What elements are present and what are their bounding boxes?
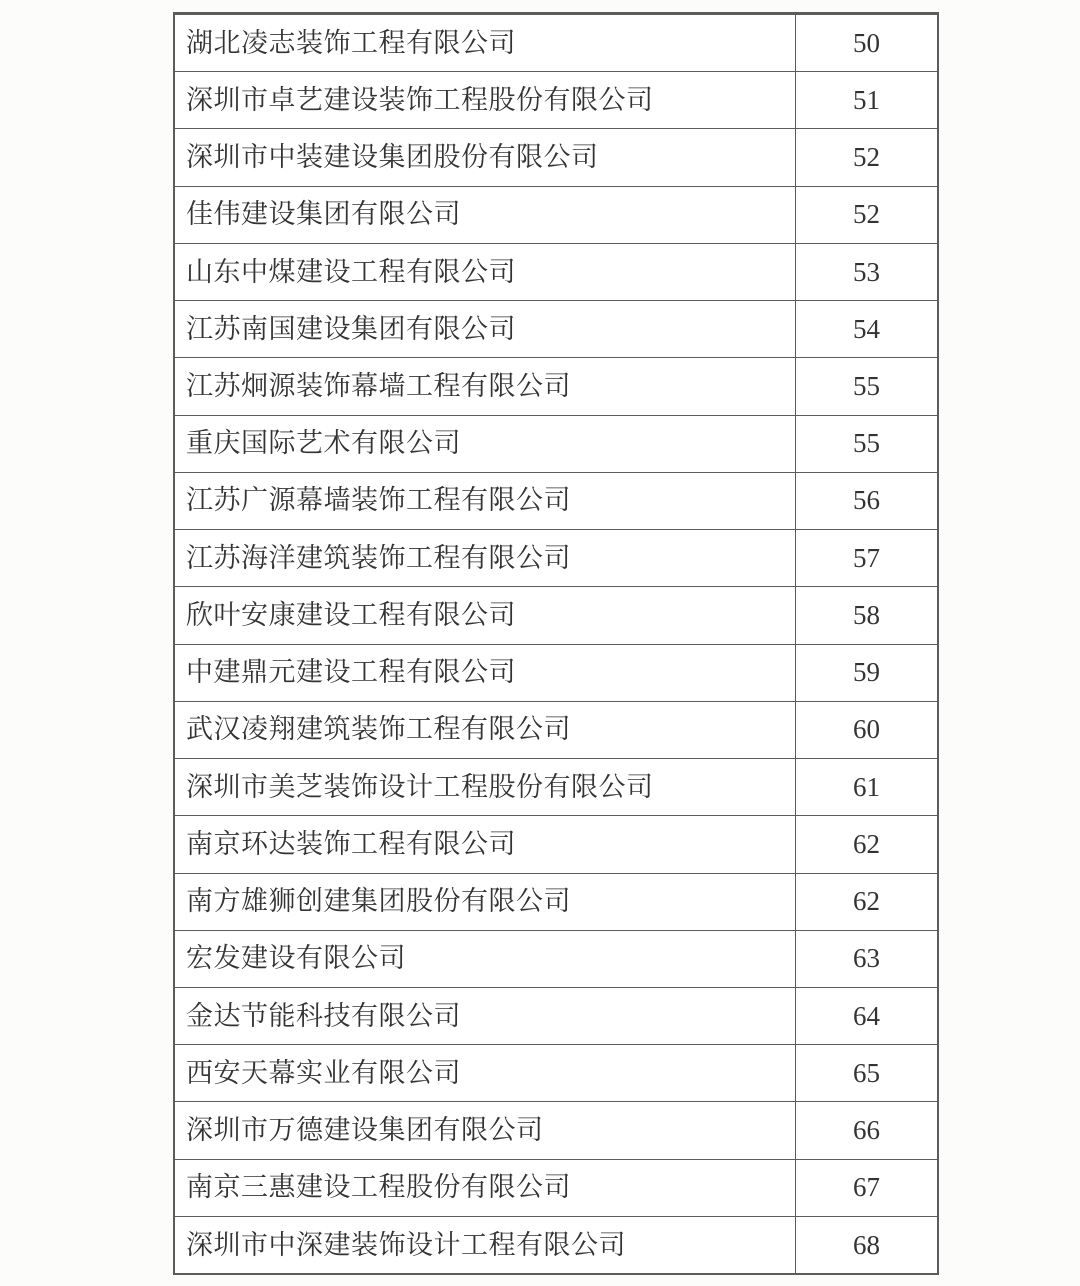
rank-number-cell: 63 <box>795 931 937 987</box>
company-name-cell: 深圳市美芝装饰设计工程股份有限公司 <box>186 771 654 802</box>
company-name-cell: 南京三惠建设工程股份有限公司 <box>186 1172 571 1203</box>
table-row <box>175 472 937 529</box>
rank-number-cell: 67 <box>795 1160 937 1216</box>
table-row <box>175 415 937 472</box>
rank-number-cell: 62 <box>795 874 937 930</box>
table-row <box>175 300 937 357</box>
company-name-cell: 欣叶安康建设工程有限公司 <box>186 599 516 630</box>
rank-number-cell: 55 <box>795 416 937 472</box>
company-name-cell: 西安天幕实业有限公司 <box>186 1057 461 1088</box>
company-name-cell: 宏发建设有限公司 <box>186 943 406 974</box>
company-name-cell: 金达节能科技有限公司 <box>186 1000 461 1031</box>
company-name-cell: 湖北凌志装饰工程有限公司 <box>186 27 516 58</box>
rank-number-cell: 60 <box>795 702 937 758</box>
rank-number-cell: 59 <box>795 645 937 701</box>
company-name-cell: 深圳市中深建装饰设计工程有限公司 <box>186 1229 626 1260</box>
company-rank-table <box>173 12 939 1275</box>
table-row <box>175 873 937 930</box>
table-row <box>175 1044 937 1101</box>
rank-number-cell: 55 <box>795 358 937 414</box>
table-row <box>175 128 937 185</box>
rank-number-cell: 58 <box>795 587 937 643</box>
company-name-cell: 江苏广源幕墙装饰工程有限公司 <box>186 485 571 516</box>
rank-number-cell: 50 <box>795 15 937 71</box>
rank-number-cell: 65 <box>795 1045 937 1101</box>
rank-number-cell: 66 <box>795 1102 937 1158</box>
table-row <box>175 701 937 758</box>
company-name-cell: 深圳市万德建设集团有限公司 <box>186 1115 544 1146</box>
table-row <box>175 1159 937 1216</box>
company-name-cell: 江苏炯源装饰幕墙工程有限公司 <box>186 371 571 402</box>
table-row <box>175 14 937 71</box>
rank-number-cell: 57 <box>795 530 937 586</box>
company-name-cell: 重庆国际艺术有限公司 <box>186 428 461 459</box>
table-row <box>175 930 937 987</box>
table-row <box>175 243 937 300</box>
table-row <box>175 815 937 872</box>
rank-number-cell: 68 <box>795 1217 937 1273</box>
table-row <box>175 529 937 586</box>
company-name-cell: 江苏南国建设集团有限公司 <box>186 313 516 344</box>
rank-number-cell: 56 <box>795 473 937 529</box>
table-row <box>175 987 937 1044</box>
rank-number-cell: 53 <box>795 244 937 300</box>
rank-number-cell: 51 <box>795 72 937 128</box>
company-name-cell: 佳伟建设集团有限公司 <box>186 199 461 230</box>
company-name-cell: 中建鼎元建设工程有限公司 <box>186 657 516 688</box>
table-row <box>175 357 937 414</box>
table-row <box>175 644 937 701</box>
rank-number-cell: 62 <box>795 816 937 872</box>
rank-number-cell: 54 <box>795 301 937 357</box>
company-name-cell: 深圳市卓艺建设装饰工程股份有限公司 <box>186 84 654 115</box>
rank-number-cell: 64 <box>795 988 937 1044</box>
rank-number-cell: 61 <box>795 759 937 815</box>
rank-number-cell: 52 <box>795 187 937 243</box>
table-row <box>175 1216 937 1273</box>
company-name-cell: 武汉凌翔建筑装饰工程有限公司 <box>186 714 571 745</box>
rank-number-cell: 52 <box>795 129 937 185</box>
company-name-cell: 江苏海洋建筑装饰工程有限公司 <box>186 542 571 573</box>
table-row <box>175 71 937 128</box>
company-name-cell: 南方雄狮创建集团股份有限公司 <box>186 886 571 917</box>
table-row <box>175 586 937 643</box>
company-name-cell: 深圳市中装建设集团股份有限公司 <box>186 142 599 173</box>
table-row <box>175 186 937 243</box>
company-name-cell: 南京环达装饰工程有限公司 <box>186 828 516 859</box>
company-name-cell: 山东中煤建设工程有限公司 <box>186 256 516 287</box>
table-row <box>175 758 937 815</box>
table-row <box>175 1101 937 1158</box>
